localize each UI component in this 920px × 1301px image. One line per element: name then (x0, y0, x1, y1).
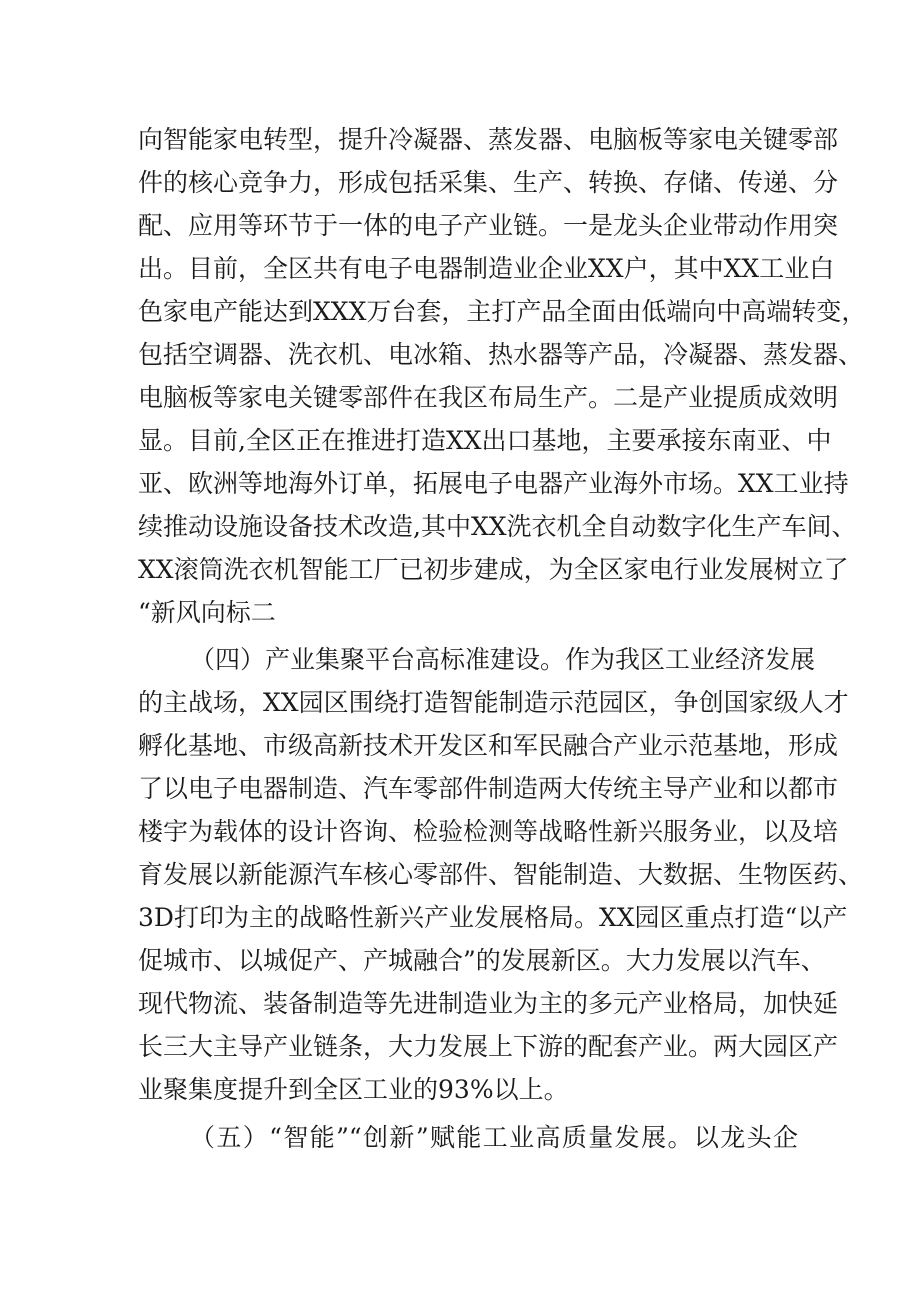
text-line: 孵化基地、市级高新技术开发区和军民融合产业示范基地，形成 (138, 731, 839, 760)
text-line: 3D打印为主的战略性新兴产业发展格局。XX园区重点打造“以产 (138, 903, 848, 932)
text-line: 包括空调器、洗衣机、电冰箱、热水器等产品，冷凝器、蒸发器、 (138, 340, 864, 369)
text-line: 楼宇为载体的设计咨询、检验检测等战略性新兴服务业，以及培 (138, 817, 839, 846)
text-line: 色家电产能达到XXX万台套，主打产品全面由低端向中高端转变， (138, 297, 867, 326)
text-line: XX滚筒洗衣机智能工厂已初步建成，为全区家电行业发展树立了 (138, 555, 849, 584)
section-heading-line: （五）“智能”“创新”赋能工业高质量发展。以龙头企 (190, 1123, 798, 1152)
text-line: “新风向标二 (138, 598, 276, 627)
text-line: 的主战场，XX园区围绕打造智能制造示范园区，争创国家级人才 (138, 688, 849, 717)
text-line: 促城市、以城促产、产城融合”的发展新区。大力发展以汽车、 (138, 946, 826, 975)
text-line: 电脑板等家电关键零部件在我区布局生产。二是产业提质成效明 (138, 383, 839, 412)
text-line: 长三大主导产业链条，大力发展上下游的配套产业。两大园区产 (138, 1032, 839, 1061)
text-line: 了以电子电器制造、汽车零部件制造两大传统主导产业和以都市 (138, 774, 839, 803)
text-line: 配、应用等环节于一体的电子产业链。一是龙头企业带动作用突 (138, 211, 839, 240)
text-line: 亚、欧洲等地海外订单，拓展电子电器产业海外市场。XX工业持 (138, 469, 849, 498)
text-line: 出。目前，全区共有电子电器制造业企业XX户，其中XX工业白 (138, 254, 835, 283)
text-line: 向智能家电转型，提升冷凝器、蒸发器、电脑板等家电关键零部 (138, 125, 839, 154)
text-line: 业聚集度提升到全区工业的93%以上。 (138, 1075, 569, 1104)
text-line: 件的核心竞争力，形成包括采集、生产、转换、存储、传递、分 (138, 168, 839, 197)
text-line: 显。目前,全区正在推进打造XX出口基地，主要承接东南亚、中 (138, 426, 832, 455)
text-line: 续推动设施设备技术改造,其中XX洗衣机全自动数字化生产车间、 (138, 512, 857, 541)
section-heading-line: （四）产业集聚平台高标准建设。作为我区工业经济发展 (190, 645, 816, 674)
text-line: 现代物流、装备制造等先进制造业为主的多元产业格局，加快延 (138, 989, 839, 1018)
text-line: 育发展以新能源汽车核心零部件、智能制造、大数据、生物医药、 (138, 860, 864, 889)
